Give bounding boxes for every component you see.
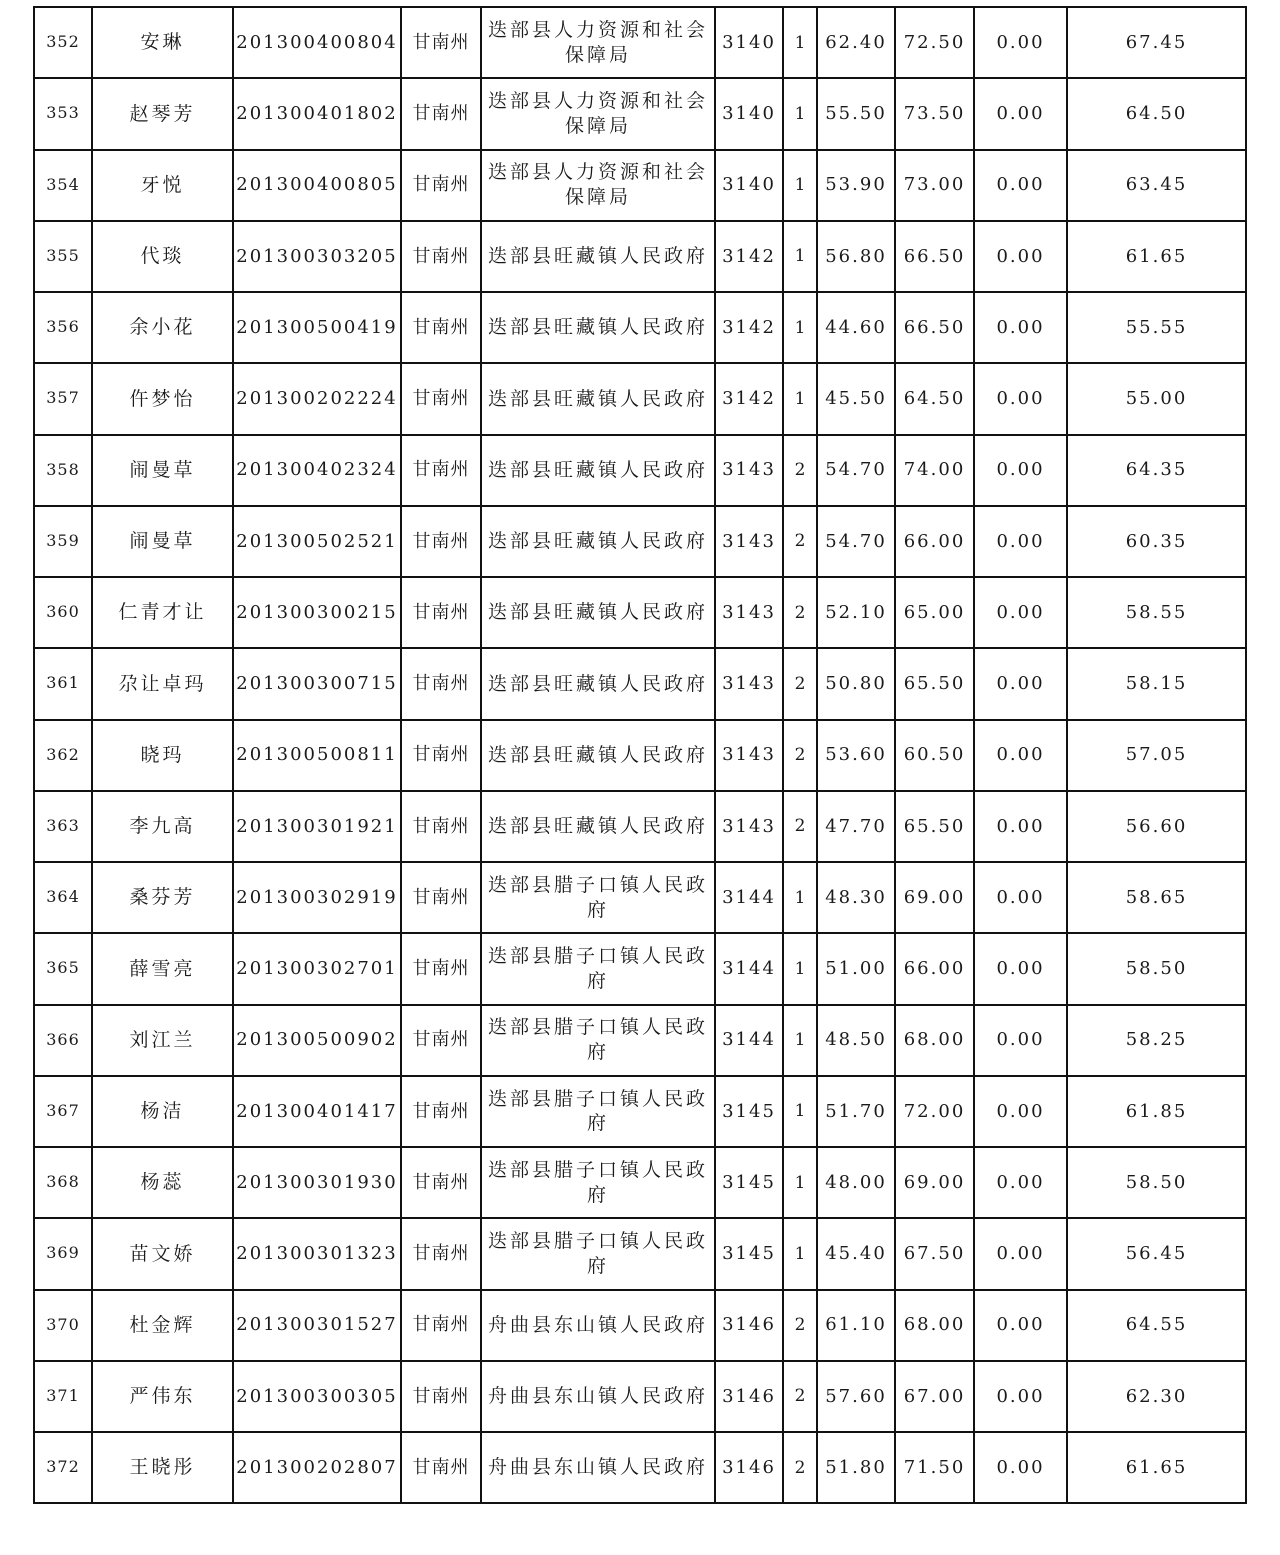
exam-number-cell: 201300400804 [233,7,401,78]
interview-score-cell: 68.00 [895,1290,974,1361]
employer-unit-cell: 迭部县旺藏镇人民政府 [481,648,715,719]
table-row [34,1076,1246,1147]
bonus-score-cell: 0.00 [974,791,1067,862]
post-code-cell: 3140 [715,7,783,78]
written-score-cell: 45.40 [817,1218,895,1289]
region-cell: 甘南州 [401,1432,481,1503]
table-row [34,78,1246,149]
interview-score-cell: 65.00 [895,577,974,648]
bonus-score-cell: 0.00 [974,720,1067,791]
seq-cell: 364 [34,862,92,933]
post-code-cell: 3145 [715,1218,783,1289]
candidate-name-cell: 仵梦怡 [92,363,233,434]
seq-cell: 371 [34,1361,92,1432]
candidate-name-cell: 尕让卓玛 [92,648,233,719]
region-cell: 甘南州 [401,1147,481,1218]
post-code-cell: 3140 [715,78,783,149]
candidate-name-cell: 闹曼草 [92,506,233,577]
seq-cell: 354 [34,150,92,221]
seq-cell: 369 [34,1218,92,1289]
total-score-cell: 56.60 [1067,791,1246,862]
written-score-cell: 50.80 [817,648,895,719]
employer-unit-cell: 迭部县人力资源和社会保障局 [481,78,715,149]
recruit-count-cell: 2 [783,720,817,791]
bonus-score-cell: 0.00 [974,1076,1067,1147]
recruit-count-cell: 2 [783,577,817,648]
table-row [34,435,1246,506]
region-cell: 甘南州 [401,150,481,221]
employer-unit-cell: 迭部县旺藏镇人民政府 [481,221,715,292]
exam-number-cell: 201300500419 [233,292,401,363]
recruit-count-cell: 1 [783,150,817,221]
total-score-cell: 64.50 [1067,78,1246,149]
employer-unit-cell: 迭部县人力资源和社会保障局 [481,150,715,221]
candidate-name-cell: 牙悦 [92,150,233,221]
seq-cell: 355 [34,221,92,292]
interview-score-cell: 65.50 [895,791,974,862]
seq-cell: 361 [34,648,92,719]
total-score-cell: 61.65 [1067,1432,1246,1503]
bonus-score-cell: 0.00 [974,78,1067,149]
table-row [34,1432,1246,1503]
post-code-cell: 3142 [715,221,783,292]
employer-unit-cell: 迭部县腊子口镇人民政府 [481,862,715,933]
table-row [34,7,1246,78]
seq-cell: 370 [34,1290,92,1361]
post-code-cell: 3144 [715,933,783,1004]
total-score-cell: 58.50 [1067,933,1246,1004]
recruit-count-cell: 1 [783,7,817,78]
candidate-name-cell: 薛雪亮 [92,933,233,1004]
exam-number-cell: 201300202807 [233,1432,401,1503]
written-score-cell: 47.70 [817,791,895,862]
recruit-count-cell: 1 [783,1147,817,1218]
candidate-name-cell: 桑芬芳 [92,862,233,933]
table-row [34,862,1246,933]
candidate-name-cell: 王晓彤 [92,1432,233,1503]
total-score-cell: 64.35 [1067,435,1246,506]
candidate-name-cell: 严伟东 [92,1361,233,1432]
written-score-cell: 57.60 [817,1361,895,1432]
total-score-cell: 58.55 [1067,577,1246,648]
region-cell: 甘南州 [401,292,481,363]
bonus-score-cell: 0.00 [974,150,1067,221]
interview-score-cell: 66.00 [895,933,974,1004]
total-score-cell: 60.35 [1067,506,1246,577]
exam-number-cell: 201300401417 [233,1076,401,1147]
bonus-score-cell: 0.00 [974,577,1067,648]
recruit-count-cell: 1 [783,933,817,1004]
total-score-cell: 58.15 [1067,648,1246,719]
table-row [34,1005,1246,1076]
seq-cell: 353 [34,78,92,149]
table-row [34,1290,1246,1361]
interview-score-cell: 74.00 [895,435,974,506]
candidate-name-cell: 代琰 [92,221,233,292]
exam-number-cell: 201300401802 [233,78,401,149]
recruit-count-cell: 1 [783,363,817,434]
candidate-name-cell: 刘江兰 [92,1005,233,1076]
employer-unit-cell: 迭部县腊子口镇人民政府 [481,1147,715,1218]
written-score-cell: 53.90 [817,150,895,221]
seq-cell: 360 [34,577,92,648]
bonus-score-cell: 0.00 [974,363,1067,434]
table-row [34,363,1246,434]
bonus-score-cell: 0.00 [974,648,1067,719]
post-code-cell: 3143 [715,506,783,577]
region-cell: 甘南州 [401,435,481,506]
interview-score-cell: 64.50 [895,363,974,434]
interview-score-cell: 60.50 [895,720,974,791]
employer-unit-cell: 迭部县腊子口镇人民政府 [481,933,715,1004]
interview-score-cell: 66.50 [895,292,974,363]
table-row [34,150,1246,221]
post-code-cell: 3143 [715,577,783,648]
exam-number-cell: 201300300305 [233,1361,401,1432]
written-score-cell: 61.10 [817,1290,895,1361]
post-code-cell: 3146 [715,1290,783,1361]
recruit-count-cell: 2 [783,1361,817,1432]
interview-score-cell: 72.50 [895,7,974,78]
exam-number-cell: 201300300715 [233,648,401,719]
table-body [34,7,1246,1503]
written-score-cell: 45.50 [817,363,895,434]
total-score-cell: 67.45 [1067,7,1246,78]
exam-number-cell: 201300301527 [233,1290,401,1361]
interview-score-cell: 66.50 [895,221,974,292]
interview-score-cell: 67.00 [895,1361,974,1432]
employer-unit-cell: 迭部县人力资源和社会保障局 [481,7,715,78]
post-code-cell: 3143 [715,791,783,862]
candidate-name-cell: 晓玛 [92,720,233,791]
candidate-name-cell: 杜金辉 [92,1290,233,1361]
recruit-count-cell: 2 [783,435,817,506]
total-score-cell: 55.55 [1067,292,1246,363]
written-score-cell: 55.50 [817,78,895,149]
region-cell: 甘南州 [401,862,481,933]
written-score-cell: 56.80 [817,221,895,292]
employer-unit-cell: 迭部县旺藏镇人民政府 [481,720,715,791]
recruit-count-cell: 1 [783,862,817,933]
bonus-score-cell: 0.00 [974,292,1067,363]
post-code-cell: 3145 [715,1147,783,1218]
post-code-cell: 3144 [715,1005,783,1076]
written-score-cell: 62.40 [817,7,895,78]
seq-cell: 357 [34,363,92,434]
recruit-count-cell: 1 [783,292,817,363]
post-code-cell: 3144 [715,862,783,933]
exam-number-cell: 201300303205 [233,221,401,292]
bonus-score-cell: 0.00 [974,435,1067,506]
recruit-count-cell: 1 [783,1005,817,1076]
written-score-cell: 54.70 [817,506,895,577]
employer-unit-cell: 舟曲县东山镇人民政府 [481,1290,715,1361]
table-row [34,292,1246,363]
employer-unit-cell: 迭部县腊子口镇人民政府 [481,1218,715,1289]
bonus-score-cell: 0.00 [974,7,1067,78]
interview-score-cell: 72.00 [895,1076,974,1147]
seq-cell: 363 [34,791,92,862]
interview-score-cell: 66.00 [895,506,974,577]
interview-score-cell: 69.00 [895,862,974,933]
written-score-cell: 53.60 [817,720,895,791]
recruit-count-cell: 2 [783,1432,817,1503]
recruit-count-cell: 2 [783,791,817,862]
employer-unit-cell: 舟曲县东山镇人民政府 [481,1361,715,1432]
written-score-cell: 48.30 [817,862,895,933]
post-code-cell: 3143 [715,435,783,506]
written-score-cell: 54.70 [817,435,895,506]
table-row [34,1361,1246,1432]
region-cell: 甘南州 [401,720,481,791]
post-code-cell: 3142 [715,292,783,363]
interview-score-cell: 69.00 [895,1147,974,1218]
table-row [34,577,1246,648]
region-cell: 甘南州 [401,577,481,648]
recruit-count-cell: 1 [783,78,817,149]
seq-cell: 368 [34,1147,92,1218]
exam-number-cell: 201300500811 [233,720,401,791]
region-cell: 甘南州 [401,1218,481,1289]
interview-score-cell: 68.00 [895,1005,974,1076]
written-score-cell: 51.70 [817,1076,895,1147]
region-cell: 甘南州 [401,78,481,149]
candidate-name-cell: 苗文娇 [92,1218,233,1289]
table-row [34,1218,1246,1289]
region-cell: 甘南州 [401,7,481,78]
total-score-cell: 55.00 [1067,363,1246,434]
bonus-score-cell: 0.00 [974,1361,1067,1432]
total-score-cell: 61.85 [1067,1076,1246,1147]
interview-score-cell: 65.50 [895,648,974,719]
region-cell: 甘南州 [401,221,481,292]
region-cell: 甘南州 [401,1005,481,1076]
written-score-cell: 51.80 [817,1432,895,1503]
recruit-count-cell: 2 [783,506,817,577]
interview-score-cell: 73.00 [895,150,974,221]
candidate-name-cell: 李九高 [92,791,233,862]
post-code-cell: 3140 [715,150,783,221]
employer-unit-cell: 迭部县腊子口镇人民政府 [481,1076,715,1147]
total-score-cell: 57.05 [1067,720,1246,791]
candidate-name-cell: 杨洁 [92,1076,233,1147]
seq-cell: 365 [34,933,92,1004]
bonus-score-cell: 0.00 [974,1218,1067,1289]
written-score-cell: 52.10 [817,577,895,648]
written-score-cell: 51.00 [817,933,895,1004]
interview-score-cell: 71.50 [895,1432,974,1503]
bonus-score-cell: 0.00 [974,862,1067,933]
seq-cell: 372 [34,1432,92,1503]
exam-number-cell: 201300302701 [233,933,401,1004]
written-score-cell: 48.00 [817,1147,895,1218]
table-row [34,506,1246,577]
seq-cell: 358 [34,435,92,506]
exam-number-cell: 201300502521 [233,506,401,577]
total-score-cell: 56.45 [1067,1218,1246,1289]
interview-score-cell: 73.50 [895,78,974,149]
exam-number-cell: 201300301930 [233,1147,401,1218]
exam-number-cell: 201300301921 [233,791,401,862]
seq-cell: 352 [34,7,92,78]
exam-number-cell: 201300302919 [233,862,401,933]
written-score-cell: 44.60 [817,292,895,363]
employer-unit-cell: 迭部县旺藏镇人民政府 [481,363,715,434]
seq-cell: 362 [34,720,92,791]
total-score-cell: 64.55 [1067,1290,1246,1361]
seq-cell: 366 [34,1005,92,1076]
employer-unit-cell: 迭部县旺藏镇人民政府 [481,506,715,577]
post-code-cell: 3146 [715,1361,783,1432]
candidate-name-cell: 安琳 [92,7,233,78]
post-code-cell: 3143 [715,648,783,719]
score-table [33,6,1247,1504]
exam-number-cell: 201300301323 [233,1218,401,1289]
total-score-cell: 62.30 [1067,1361,1246,1432]
recruit-count-cell: 1 [783,1218,817,1289]
region-cell: 甘南州 [401,506,481,577]
exam-number-cell: 201300500902 [233,1005,401,1076]
table-row [34,1147,1246,1218]
exam-number-cell: 201300202224 [233,363,401,434]
bonus-score-cell: 0.00 [974,1147,1067,1218]
table-row [34,221,1246,292]
region-cell: 甘南州 [401,363,481,434]
seq-cell: 356 [34,292,92,363]
post-code-cell: 3143 [715,720,783,791]
region-cell: 甘南州 [401,648,481,719]
region-cell: 甘南州 [401,791,481,862]
table-row [34,648,1246,719]
candidate-name-cell: 赵琴芳 [92,78,233,149]
seq-cell: 367 [34,1076,92,1147]
seq-cell: 359 [34,506,92,577]
recruit-count-cell: 1 [783,1076,817,1147]
post-code-cell: 3145 [715,1076,783,1147]
candidate-name-cell: 余小花 [92,292,233,363]
recruit-count-cell: 2 [783,648,817,719]
region-cell: 甘南州 [401,1361,481,1432]
table-row [34,791,1246,862]
exam-number-cell: 201300402324 [233,435,401,506]
candidate-name-cell: 杨蕊 [92,1147,233,1218]
total-score-cell: 61.65 [1067,221,1246,292]
employer-unit-cell: 迭部县旺藏镇人民政府 [481,435,715,506]
written-score-cell: 48.50 [817,1005,895,1076]
employer-unit-cell: 迭部县旺藏镇人民政府 [481,292,715,363]
employer-unit-cell: 迭部县旺藏镇人民政府 [481,577,715,648]
region-cell: 甘南州 [401,1290,481,1361]
bonus-score-cell: 0.00 [974,1290,1067,1361]
bonus-score-cell: 0.00 [974,1005,1067,1076]
total-score-cell: 58.50 [1067,1147,1246,1218]
interview-score-cell: 67.50 [895,1218,974,1289]
region-cell: 甘南州 [401,933,481,1004]
total-score-cell: 63.45 [1067,150,1246,221]
exam-number-cell: 201300400805 [233,150,401,221]
bonus-score-cell: 0.00 [974,933,1067,1004]
total-score-cell: 58.65 [1067,862,1246,933]
table-row [34,720,1246,791]
bonus-score-cell: 0.00 [974,506,1067,577]
region-cell: 甘南州 [401,1076,481,1147]
candidate-name-cell: 仁青才让 [92,577,233,648]
bonus-score-cell: 0.00 [974,1432,1067,1503]
employer-unit-cell: 迭部县腊子口镇人民政府 [481,1005,715,1076]
post-code-cell: 3146 [715,1432,783,1503]
exam-number-cell: 201300300215 [233,577,401,648]
recruit-count-cell: 2 [783,1290,817,1361]
employer-unit-cell: 迭部县旺藏镇人民政府 [481,791,715,862]
table-row [34,933,1246,1004]
employer-unit-cell: 舟曲县东山镇人民政府 [481,1432,715,1503]
post-code-cell: 3142 [715,363,783,434]
bonus-score-cell: 0.00 [974,221,1067,292]
recruit-count-cell: 1 [783,221,817,292]
total-score-cell: 58.25 [1067,1005,1246,1076]
candidate-name-cell: 闹曼草 [92,435,233,506]
